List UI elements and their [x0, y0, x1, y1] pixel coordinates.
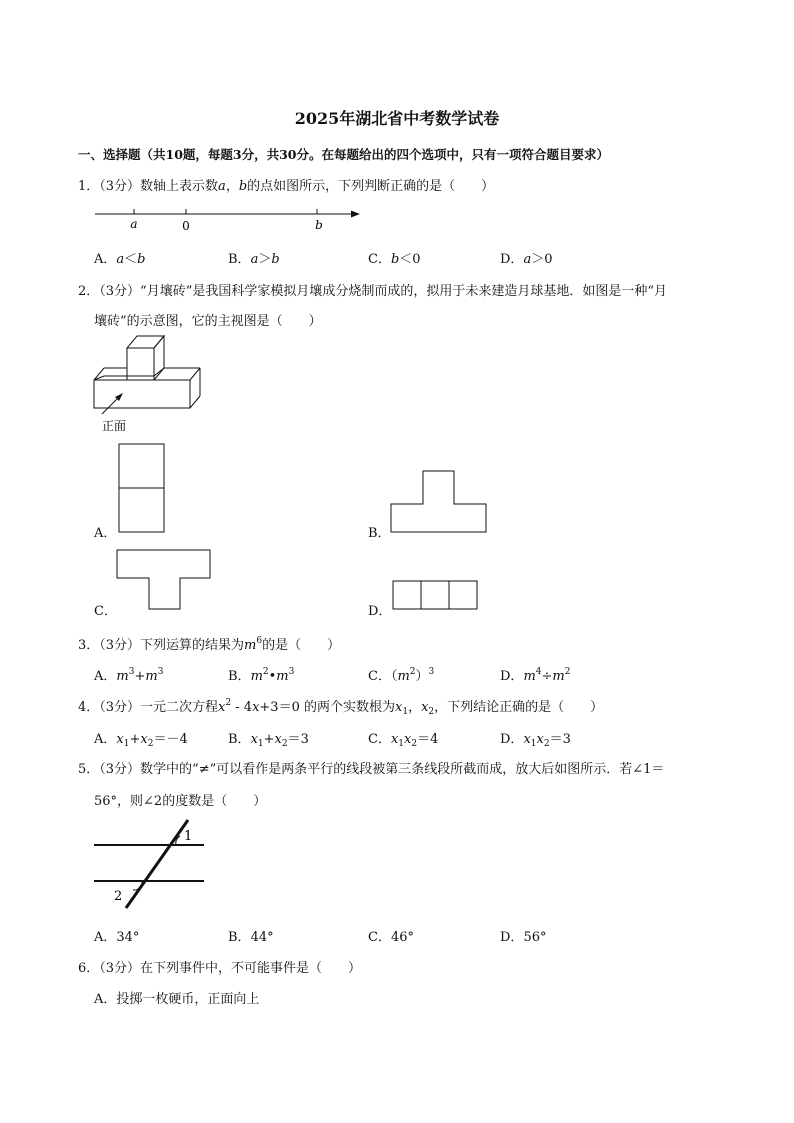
question-4-stem: 4．（3分）一元二次方程$x^2 - 4x+3=0$ 的两个实数根为$x_1$，$x_2$，下列结论正确的是（ ） — [78, 698, 604, 717]
q3-option-a[interactable]: A．$m^3+m^3$ — [94, 667, 164, 684]
label-b: b — [315, 218, 323, 232]
q3-option-c[interactable]: C．$(m^2)^3$ — [368, 667, 435, 684]
question-3-stem: 3．（3分）下列运算的结果为$m^6$的是（ ） — [78, 636, 341, 653]
q2-option-b-figure[interactable] — [390, 470, 488, 534]
q2-option-d-figure[interactable] — [392, 580, 480, 611]
q2-option-a-label[interactable]: A． — [94, 526, 117, 541]
q4-option-a[interactable]: A．$x_1+x_2=-4$ — [94, 732, 188, 749]
question-5-line2: 56°，则∠2的度数是（ ） — [94, 794, 267, 809]
q1-option-a[interactable]: A．a＜b — [94, 252, 146, 267]
front-label: 正面 — [102, 419, 127, 433]
q5-option-c[interactable]: C．46° — [368, 930, 414, 945]
q2-option-b-label[interactable]: B． — [368, 526, 391, 541]
number-line-figure — [90, 205, 370, 235]
q5-option-b[interactable]: B．44° — [228, 930, 274, 945]
transversal-line — [126, 820, 188, 908]
q1-option-b[interactable]: B．a＞b — [228, 252, 280, 267]
q6-option-a[interactable]: A．投掷一枚硬币，正面向上 — [94, 992, 260, 1007]
exam-title: 2025年湖北省中考数学试卷 — [294, 109, 500, 128]
section-heading: 一、选择题（共10题，每题3分，共30分。在每题给出的四个选项中，只有一项符合题目要求） — [78, 147, 609, 162]
q5-option-d[interactable]: D．56° — [500, 930, 547, 945]
label-0: 0 — [182, 219, 190, 233]
q1-option-c[interactable]: C．b＜0 — [368, 252, 421, 267]
moon-brick-3d-figure — [90, 336, 210, 436]
q5-option-a[interactable]: A．34° — [94, 930, 140, 945]
question-1-stem: 1．（3分）数轴上表示数a，b的点如图所示，下列判断正确的是（ ） — [78, 179, 495, 194]
q4-option-c[interactable]: C．$x_1x_2=4$ — [368, 732, 439, 749]
question-2-line1: 2．（3分）“月壤砖”是我国科学家模拟月壤成分烧制而成的，拟用于未来建造月球基地．如图是一种“月 — [78, 284, 667, 299]
q2-option-a-figure[interactable] — [118, 443, 166, 533]
not-equal-figure — [92, 818, 208, 910]
angle-1-label: 1 — [184, 829, 193, 844]
q3-option-d[interactable]: D．$m^4\div m^2$ — [500, 667, 571, 684]
q2-option-d-label[interactable]: D． — [368, 604, 392, 619]
label-a: a — [130, 217, 138, 231]
q2-option-c-figure[interactable] — [116, 549, 212, 611]
number-line-arrow — [351, 211, 360, 218]
question-5-line1: 5．（3分）数学中的“≠”可以看作是两条平行的线段被第三条线段所截而成，放大后如图所示．若∠1＝ — [78, 762, 665, 777]
question-2-line2: 壤砖”的示意图，它的主视图是（ ） — [94, 314, 322, 329]
question-6-stem: 6．（3分）在下列事件中，不可能事件是（ ） — [78, 961, 362, 976]
q4-option-b[interactable]: B．$x_1+x_2=3$ — [228, 732, 309, 749]
q3-option-b[interactable]: B．$m^2•m^3$ — [228, 667, 295, 684]
q2-option-c-label[interactable]: C． — [94, 604, 117, 619]
q4-option-d[interactable]: D．$x_1x_2=3$ — [500, 732, 571, 749]
q1-option-d[interactable]: D．a＞0 — [500, 252, 553, 267]
angle-2-label: 2 — [114, 889, 123, 904]
